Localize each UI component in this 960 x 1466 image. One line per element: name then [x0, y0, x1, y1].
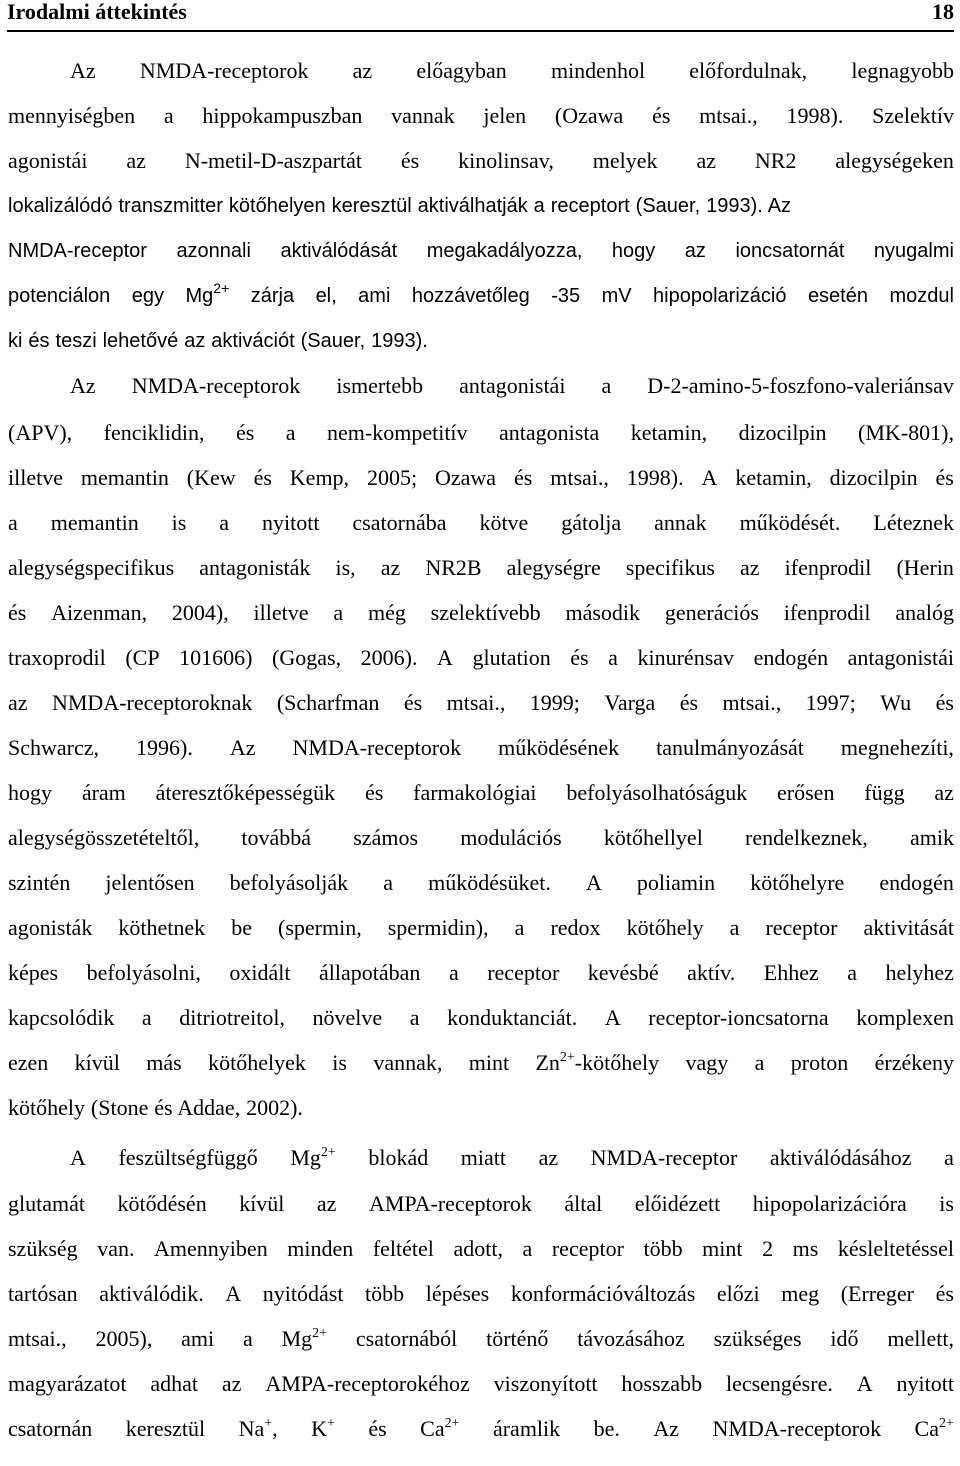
text-line: A feszültségfüggő $Mg^{2+}$ blokád miatt az NMDA-receptor aktiválódásához a: [70, 1145, 954, 1170]
text-line: tartósan aktiválódik. A nyitódást több lépéses konformációváltozás előzi meg (Erreger és: [8, 1281, 954, 1306]
text-line: Az NMDA-receptorok ismertebb antagonistái a D-2-amino-5-foszfono-valeriánsav: [70, 373, 954, 398]
text-line: NMDA-receptor azonnali aktiválódását megakadályozza, hogy az ioncsatornát nyugalmi: [8, 240, 954, 262]
text-line: glutamát kötődésén kívül az AMPA-receptorok által előidézett hipopolarizációra is: [8, 1191, 954, 1216]
text-line: ki és teszi lehetővé az aktivációt (Sauer, 1993).: [8, 330, 428, 352]
text-line: traxoprodil (CP 101606) (Gogas, 2006). A glutation és a kinurénsav endogén antagonistái: [8, 645, 954, 670]
running-header: [7, 0, 954, 32]
text-line: az NMDA-receptoroknak (Scharfman és mtsai., 1999; Varga és mtsai., 1997; Wu és: [8, 690, 954, 715]
text-line: szintén jelentősen befolyásolják a működésüket. A poliamin kötőhelyre endogén: [8, 870, 954, 895]
text-line: képes befolyásolni, oxidált állapotában a receptor kevésbé aktív. Ehhez a helyhez: [8, 960, 954, 985]
text-line: agonistái az N-metil-D-aszpartát és kinolinsav, melyek az NR2 alegységeken: [8, 148, 954, 173]
page-number: 18: [932, 0, 954, 24]
text-line: és Aizenman, 2004), illetve a még szelektívebb második generációs ifenprodil analóg: [8, 600, 954, 625]
text-line: lokalizálódó transzmitter kötőhelyen keresztül aktiválhatják a receptort (Sauer, 1993). Az: [8, 195, 792, 217]
text-line: agonisták köthetnek be (spermin, spermidin), a redox kötőhely a receptor aktivitását: [8, 915, 954, 940]
text-line: Az NMDA-receptorok az előagyban mindenhol előfordulnak, legnagyobb: [70, 58, 954, 83]
text-line: kötőhely (Stone és Addae, 2002).: [8, 1095, 303, 1120]
text-line: illetve memantin (Kew és Kemp, 2005; Ozawa és mtsai., 1998). A ketamin, dizocilpin és: [8, 465, 954, 490]
text-line: alegységösszetételtől, továbbá számos modulációs kötőhellyel rendelkeznek, amik: [8, 825, 954, 850]
text-line: mennyiségben a hippokampuszban vannak jelen (Ozawa és mtsai., 1998). Szelektív: [8, 103, 954, 128]
text-line: csatornán keresztül Na+, K+ és $Ca^{2+}$ áramlik be. Az NMDA-receptorok $Ca^{2+}$: [8, 1416, 954, 1441]
text-line: alegységspecifikus antagonisták is, az NR2B alegységre specifikus az ifenprodil (Herin: [8, 555, 954, 580]
text-line: potenciálon egy $Mg^{2+}$ zárja el, ami hozzávetőleg -35 mV hipopolarizáció esetén mozdul: [8, 280, 954, 307]
text-line: kapcsolódik a ditriotreitol, növelve a konduktanciát. A receptor-ioncsatorna komplexen: [8, 1005, 954, 1030]
text-line: Schwarcz, 1996). Az NMDA-receptorok működésének tanulmányozását megnehezíti,: [8, 735, 954, 760]
text-line: magyarázatot adhat az AMPA-receptorokéhoz viszonyított hosszabb lecsengésre. A nyitott: [8, 1371, 954, 1396]
text-line: mtsai., 2005), ami a $Mg^{2+}$ csatornából történő távozásához szükséges idő mellett,: [8, 1326, 954, 1351]
text-line: hogy áram áteresztőképességük és farmakológiai befolyásolhatóságuk erősen függ az: [8, 780, 954, 805]
chapter-title: Irodalmi áttekintés: [7, 0, 187, 24]
text-line: (APV), fenciklidin, és a nem-kompetitív antagonista ketamin, dizocilpin (MK-801),: [8, 420, 954, 445]
text-line: szükség van. Amennyiben minden feltétel adott, a receptor több mint 2 ms késleltetéssel: [8, 1236, 954, 1261]
text-line: a memantin is a nyitott csatornába kötve gátolja annak működését. Léteznek: [8, 510, 954, 535]
text-line: ezen kívül más kötőhelyek is vannak, mint $Zn^{2+}$-kötőhely vagy a proton érzékeny: [8, 1050, 954, 1075]
